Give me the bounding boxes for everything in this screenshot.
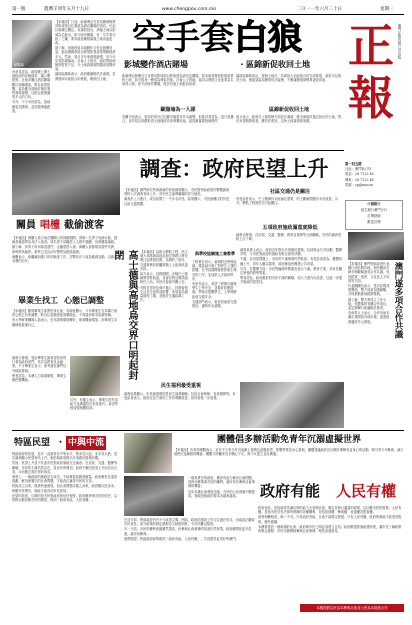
masthead-title-2: 報: [348, 71, 394, 125]
weekday: 星期一: [380, 7, 394, 12]
left-headline-part-1: 關員: [16, 220, 36, 231]
top-subhead: [122, 58, 344, 72]
main-story-col-4: 調查負責人表示，政府近年推出多項惠民措施，包括現金分享計劃、醫療券等，令市民對政府的施政有較正面的評價。 不過，在房屋問題上，市民的不滿情緒仍然較高。有受訪者認為，樓價持續上升，青年人難以置業，政府應加快興建公共房屋。 另外，在醫療方面，市民對輪候時間過長表示不滿。教育方面，有家長關注學校的教學質素。 學者認為，政府應針對市民不滿的範疇，加大力度作出改善，以進一步提升施政的認受性。: [240, 248, 342, 285]
top-sub-caption: 區錦新促收回土地: [268, 107, 309, 113]
lower-banner: 團體倡多辦活動免青年沉溺虛擬世界: [216, 435, 361, 445]
masthead: [345, 20, 405, 160]
subhead-left: 影城變作酒店賭場: [124, 60, 188, 69]
top-caption: 歐陽瑜為一人謀: [160, 107, 196, 113]
photo-caption: 歐陽瑜: [14, 63, 24, 67]
contact-line: 傳真：28 7123 46: [345, 177, 374, 182]
masthead-title-1: 正: [348, 19, 394, 73]
date: 二０一一年六月二十日: [297, 7, 342, 12]
right-story: 【本報訊】澳門特區政府代表團日前訪問內地，與有關省市就多個範疇達成合作共識，包括經貿、旅遊、文化及人才培訓等方面。 代表團團長表示，是次訪問成果豐碩，雙方同意加強聯繫，共同推動區域經濟發展。 據了解，雙方將成立工作小組，具體落實有關合作項目，並定期舉行會議檢討進度。 有商界人士表示，合作有助本澳企業開拓內地市場，促進經濟適度多元發展。: [348, 262, 390, 324]
main-story-col-2: 有受訪者表示，巴士服務仍未能滿足需要，的士難截問題亦未有改善。另外，輕軌工程進度亦引起關注。: [236, 197, 338, 206]
bottom-photo: [124, 476, 184, 516]
issue-number: 第一四五期: [345, 162, 362, 166]
contact-line: 電郵：cp@macau: [345, 182, 374, 187]
main-story-col-1: 【本報訊】澳門研究學會最新的民意調查顯示，市民對特區政府的整體滿意度較上次調查有所上升，其中民生福利範疇的評分最高。 調查於上月進行，成功訪問了一千多名市民。結果顯示，市民最關注的仍是社區交通問題。: [124, 188, 230, 206]
bottom-title-2: 人民有權: [336, 482, 397, 500]
ad-line: 歡迎訂閱: [367, 220, 381, 224]
subhead-right: 區錦新促收回土地: [246, 60, 310, 69]
lower-left-story: 特區政府的民望，近年一直維持在中等水平，既未見大起，亦未見大跌。是次調查顯示民望有所上升，相信與政府推出多項惠民措施有關。 然而，民望上升並不代表市民對政府施政完全滿意。在房屋、交通、醫療等範疇，市民的不滿仍然存在，甚至有所增加。政府不應因民望上升而沾沾自喜，反而應正視市民的訴求。 事實上，一個政府的施政是否成功，不能單靠派錢來衡量。政府應有長遠的規劃，解決深層次的社會問題，才能真正贏得市民的支持。 特區成立以來，經濟快速發展，但社會問題亦隨之而來。政府應以民為本，聆聽市民聲音，施政才能得到市民認同。 民望的高低，反映的是市民對政府的信任程度。政府應珍惜市民的信任，以實際行動回應市民的期望，做到「政府有能，人民有權」。: [12, 452, 118, 503]
lower-left-title: [12, 436, 120, 450]
middle-story-3: 調查結果顯示，市民最重視的是民生福利範疇，包括社會保障、長者服務等。有受訪者表示，政府在這方面的工作有明顯改善，但仍需進一步加強。: [124, 392, 236, 401]
left-story-1: 【本報訊】海關人員日前在關閘口岸執勤期間，發現一名男子形跡可疑，經截查後證實為非法入境者。該名男子試圖混入人群中過關，但被關員識破。 據了解，該男子持用偽造證件，企圖蒙混入境。海關人員發現其證件有異，即時將其截停。事件已交由治安警察局跟進處理。 海關表示，會繼續加強口岸的檢查工作，打擊非法入境及偷渡活動，以維護本澳的治安。: [12, 236, 118, 264]
top-left-lower: 有意見認為，政府應公開土地批給的詳細資料，讓公眾監察。社會亦關注酒店賭場數目持續增加，對社區的影響。當局應全面檢討博彩業的發展規模，以配合經濟適度多元的方向。 另外，不少市民認為，批地應更加透明，並加強事後跟進。: [12, 70, 51, 113]
bottom-story-2: 政府有能，是指政府具備足夠的能力去管理社會，制定及執行適當的政策，以回應市民的需要。人民有權，是指市民享有法律所保障的各種權利，包括知情權、參與權、表達權及監督權。 兩者相輔相成，缺一不可。只有政府有能，社會才能穩定發展；只有人民有權，政府的施政才能受到監督，避免濫權。 本澳要建設一個和諧的社會，政府與市民之間必須建立互信。政府應提高施政透明度，讓市民了解政策的制定過程；市民亦應積極參與社會事務，理性表達意見。: [258, 506, 402, 534]
right-vertical-headline: 澳門遂多項合作共識: [393, 262, 403, 339]
masthead-side-info: 澳門正報有限公司出版: [398, 24, 402, 59]
middle-story: 【本報訊】為配合輕軌工程，高士德大馬路與高地烏街交界路口將於明日起實施封閉，為期約三個月。交通事務局呼籲駕駛人士留意改道安排。 局方表示，封路期間，多條巴士路線將需要改道，並會在附近增設臨時巴士站。市民可留意有關公告。 有附近居民及商戶擔心，封路會對生活及生意造成影響，希望當局盡量縮短工期，並做好交通疏導工作。: [140, 250, 188, 303]
headline-black: 空手套: [132, 18, 234, 58]
vertical-headline: 高士德與高地烏交界口明起封閉: [112, 250, 137, 380]
lower-left-title-sep: ・: [56, 438, 66, 448]
footer-note: 本報提倡以民為本參與社會及公民為本促進合作: [300, 604, 404, 612]
top-story-col-1: 新濠博亞娛樂近日宣佈其影城項目將改建為酒店及賭場，原本承諾發展影視產業的土地，如今搖身一變成為博彩設施。社會人士質疑，當初以發展文化產業為名取得土地，如今卻改作賭場，做法有違土地批給原意。: [122, 74, 234, 87]
left-story-3: 調查又發現，受訪畢業生最希望投身的行業為政府部門，其次為教育及金融業。不少畢業生表示，會考慮在澳門以外地區發展。 學者認為，本澳人力資源緊張，畢業生應把握機會。: [12, 356, 67, 383]
lower-left-title-2: 中與中流: [68, 438, 105, 448]
top-story-col-4: 他又表示，政府在土地管理方面存在漏洞，應全面檢討過去批出的土地，對於未按期發展者，應依法收回，以免土地資源被浪費。: [236, 115, 342, 124]
subhead-divider: ・: [238, 60, 246, 69]
interview-photo: [12, 153, 120, 215]
top-headline: [122, 18, 340, 58]
left-headline-2: [12, 294, 120, 308]
right-photo: [348, 232, 404, 260]
top-story-col-3: 有關方面表示，項目的設計已因應市場需求作出調整。但批評者認為，這只是藉口，目的是以低價取得土地後改作高利潤用途。當局應審視批地條件。: [122, 115, 234, 124]
main-headline: 調查：政府民望上升: [139, 157, 329, 181]
website[interactable]: www.chengpou.com.mo: [162, 7, 217, 12]
divider: [12, 430, 404, 431]
main-story-col-3: 調查亦發現，在房屋、交通、醫療、教育及環保等五個範疇，市民的滿意度較上次下降。: [236, 233, 342, 242]
small-headline: 與學校協調施工兼教學: [195, 251, 235, 256]
left-headline-2-part-1: 畢業生找工: [18, 296, 58, 305]
top-left-column: 【本報訊】日前，新濠博亞在其官網發佈將其影城項目位置改為酒店賭場的消息，引起社會廣泛關注。有議員指出，該幅土地以影城為名批出，如今改作賭場，有「空手套白狼」之嫌，要求政府嚴格審視土地用途更改。 據了解，該地段原本規劃作文化及娛樂用途，批給期間承諾以發展影視產業帶動經濟多元。然而，項目多年來進展緩慢，至今未見有影城落成。社會人士批評，政府對批地後的監管不足，令土地資源被閒置或改變用途。 議員區錦新表示，政府應嚴格依法處理，若發展商未能按合約發展，應收回土地。: [55, 20, 116, 81]
left-headline: [12, 218, 120, 234]
left-story-2: 【本報訊】應屆畢業生即將投身社會，有調查顯示，今年畢業生在求職方面的心態已有所調整，較以往更願意從基層做起，不再過份要求高薪厚職。 有大學就業輔導人員表示，近年經濟環境轉好，就業機會增加，但畢業生亦應積極裝備自己。: [12, 309, 118, 327]
youth-photo: [124, 433, 172, 473]
bottom-story-1: 一個負責任的政府，應該有能力解決社會問題，同時亦應尊重市民的權利，讓市民有參與社會事務的機會。 近年本澳社會發展迅速，市民的公民意識不斷提高，對政府施政的要求亦越來越高。: [188, 476, 255, 498]
masthead-info: [345, 162, 403, 198]
lower-banner-story: 【本報訊】有青年團體表示，近年不少青少年沉迷網上遊戲及虛擬世界，影響學業及身心發展。團體建議政府及社團多舉辦有益身心的活動，吸引青少年參與，減少他們沉迷網絡的機會。團體又呼籲家長多關心子女，與子女建立良好溝通。: [174, 448, 404, 457]
middle-story-2: 工程單位表示，會與附近學校協調，盡量減少施工對學生上課的影響。在考試期間會暫停產生噪音的工序，並加派人手維持秩序。 有家長表示，希望工程單位確保學生上學安全，並做好防塵措施。學校亦提醒學生，上學時應留意交通安全。 交通部門表示，會密切留意交通情況，適時作出調整。: [192, 260, 237, 309]
graduate-photo: [70, 356, 120, 396]
ad-line: 中國銀行: [367, 202, 381, 206]
page-label: 第一版: [12, 7, 26, 12]
issue-info: 農曆辛卯年五月十九日: [44, 7, 89, 12]
left-headline-2-part-2: 心態已調整: [64, 296, 104, 305]
left-headline-part-2: 唱檯: [40, 220, 60, 231]
main-subhead-1: 社區交通仍是關注: [269, 189, 310, 195]
portrait-photo: [12, 20, 52, 68]
main-subhead-2: 五項政府施政滿意度降低: [262, 225, 318, 231]
bottom-title: [258, 478, 404, 504]
ad-line: 訂閱熱線: [367, 214, 381, 218]
headline-outline: 白狼: [234, 18, 302, 58]
contact-line: 電話：28 7123 45: [345, 172, 374, 177]
divider: [12, 150, 344, 151]
bottom-story-3: 在這方面，特區政府仍有不少改善空間。例如，政府的諮詢工作往往流於形式，未能真正聽取市民意見；部分政策的制定過程亦欠缺透明度，令市民難以監督。 另一方面，市民的權利意識雖然提高，但參與社會事務的渠道仍然有限。政府應開拓更多渠道，讓市民參與。 我們期望，特區政府能夠做到「政府有能，人民有權」，共同建設更美好的澳門。: [124, 518, 255, 541]
bottom-title-1: 政府有能: [260, 482, 321, 500]
middle-photo: [240, 382, 344, 428]
page-header: [12, 5, 404, 15]
masthead-ad: [345, 200, 403, 230]
contact-line: 社址：澳門新口岸: [345, 167, 372, 172]
left-headline-part-3: 截偷渡客: [64, 220, 104, 231]
main-subhead-3: 民生福利最受重視: [160, 383, 201, 389]
ad-line: 恆生銀行澳門分行: [360, 208, 388, 212]
lower-left-title-1: 特區民望: [14, 438, 51, 448]
top-story-col-2: 議員區錦新指出，按照土地法，若承批人未能按合約完成發展，政府可以收回土地。他促請當局嚴格依法處理，不應讓發展商輕易更改用途。: [236, 74, 342, 83]
left-story-4: 另外，有僱主表示，畢業生的外語能力及溝通技巧有待提升，希望學校加強相關培訓。: [70, 398, 118, 411]
